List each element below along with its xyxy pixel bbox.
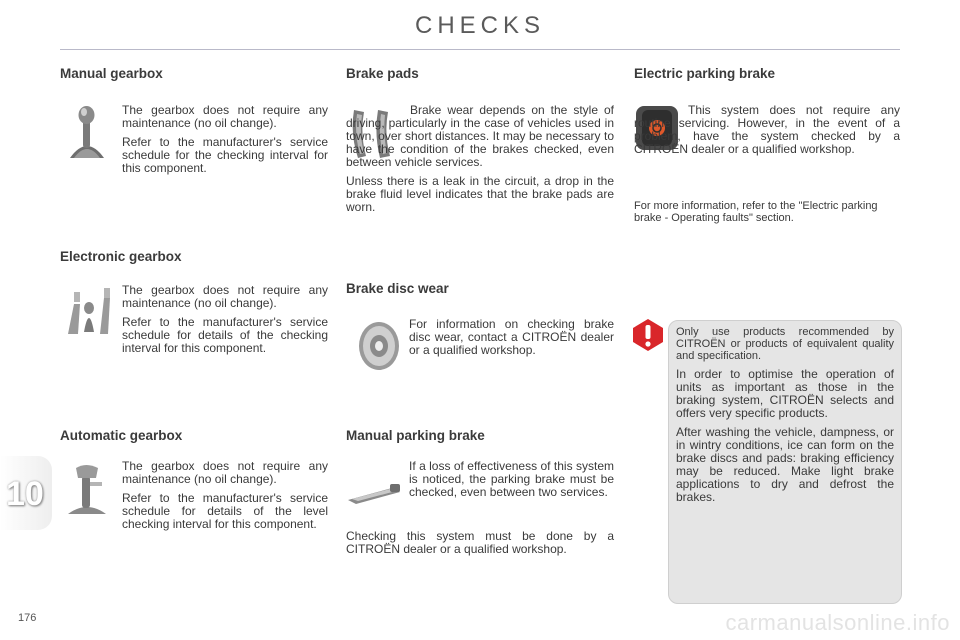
warning-text-1: Only use products recommended by CITROËN or products of equivalent quality and specification. <box>676 326 894 362</box>
parking-brake-lever-icon <box>346 474 404 506</box>
manual-parking-brake-text-1: If a loss of effectiveness of this system is noticed, the parking brake must be checked, even between two services. <box>409 459 614 499</box>
electronic-gearbox-text-2: Refer to the manufacturer's service schedule for details of the checking interval for this component. <box>122 315 328 355</box>
brake-pads-heading: Brake pads <box>346 66 419 81</box>
chapter-number: 10 <box>6 475 44 513</box>
watermark: carmanualsonline.info <box>725 610 950 635</box>
brake-pads-text-1: Brake wear depends on the style of driving, particularly in the case of vehicles used in town, over short distances. It may be necessary to have the condition of the brakes checked, even between vehicle services. <box>346 103 614 169</box>
brake-pads-text-2: Unless there is a leak in the circuit, a drop in the brake fluid level indicates that the brake pads are worn. <box>346 174 614 214</box>
manual-parking-brake-heading: Manual parking brake <box>346 428 485 443</box>
brake-disc-icon <box>354 320 404 372</box>
exclamation-icon <box>632 318 664 352</box>
gear-lever-icon <box>64 104 110 162</box>
automatic-gearbox-heading: Automatic gearbox <box>60 428 183 443</box>
warning-text-3: After washing the vehicle, dampness, or in wintry conditions, ice can form on the brake discs and pads: braking efficiency may be reduced. Make light brake applications to dry and defrost the brakes. <box>676 425 894 504</box>
page-title: CHECKS <box>414 12 546 39</box>
brake-disc-heading: Brake disc wear <box>346 281 449 296</box>
paddle-shifter-icon <box>64 284 114 338</box>
title-divider <box>60 49 900 50</box>
brake-disc-text: For information on checking brake disc wear, contact a CITROËN dealer or a qualified workshop. <box>409 317 614 357</box>
electronic-gearbox-text-1: The gearbox does not require any maintenance (no oil change). <box>122 283 328 310</box>
manual-gearbox-text-2: Refer to the manufacturer's service schedule for the checking interval for this component. <box>122 135 328 175</box>
automatic-selector-icon <box>64 462 110 518</box>
manual-gearbox-heading: Manual gearbox <box>60 66 163 81</box>
page-number: 176 <box>18 612 37 624</box>
automatic-gearbox-text-2: Refer to the manufacturer's service schedule for details of the level checking interval for this component. <box>122 491 328 531</box>
warning-text-2: In order to optimise the operation of units as important as those in the braking system, CITROËN selects and offers very specific products. <box>676 367 894 420</box>
manual-gearbox-text-1: The gearbox does not require any maintenance (no oil change). <box>122 103 328 130</box>
electric-parking-brake-text-1: This system does not require any routine servicing. However, in the event of a problem, have the system checked by a CITROËN dealer or a qualified workshop. <box>634 103 900 156</box>
electronic-gearbox-heading: Electronic gearbox <box>60 249 182 264</box>
automatic-gearbox-text-1: The gearbox does not require any maintenance (no oil change). <box>122 459 328 486</box>
electric-parking-brake-heading: Electric parking brake <box>634 66 776 81</box>
manual-parking-brake-text-2: Checking this system must be done by a CITROËN dealer or a qualified workshop. <box>346 529 614 556</box>
electric-parking-brake-text-2: For more information, refer to the "Electric parking brake - Operating faults" section. <box>634 200 878 224</box>
